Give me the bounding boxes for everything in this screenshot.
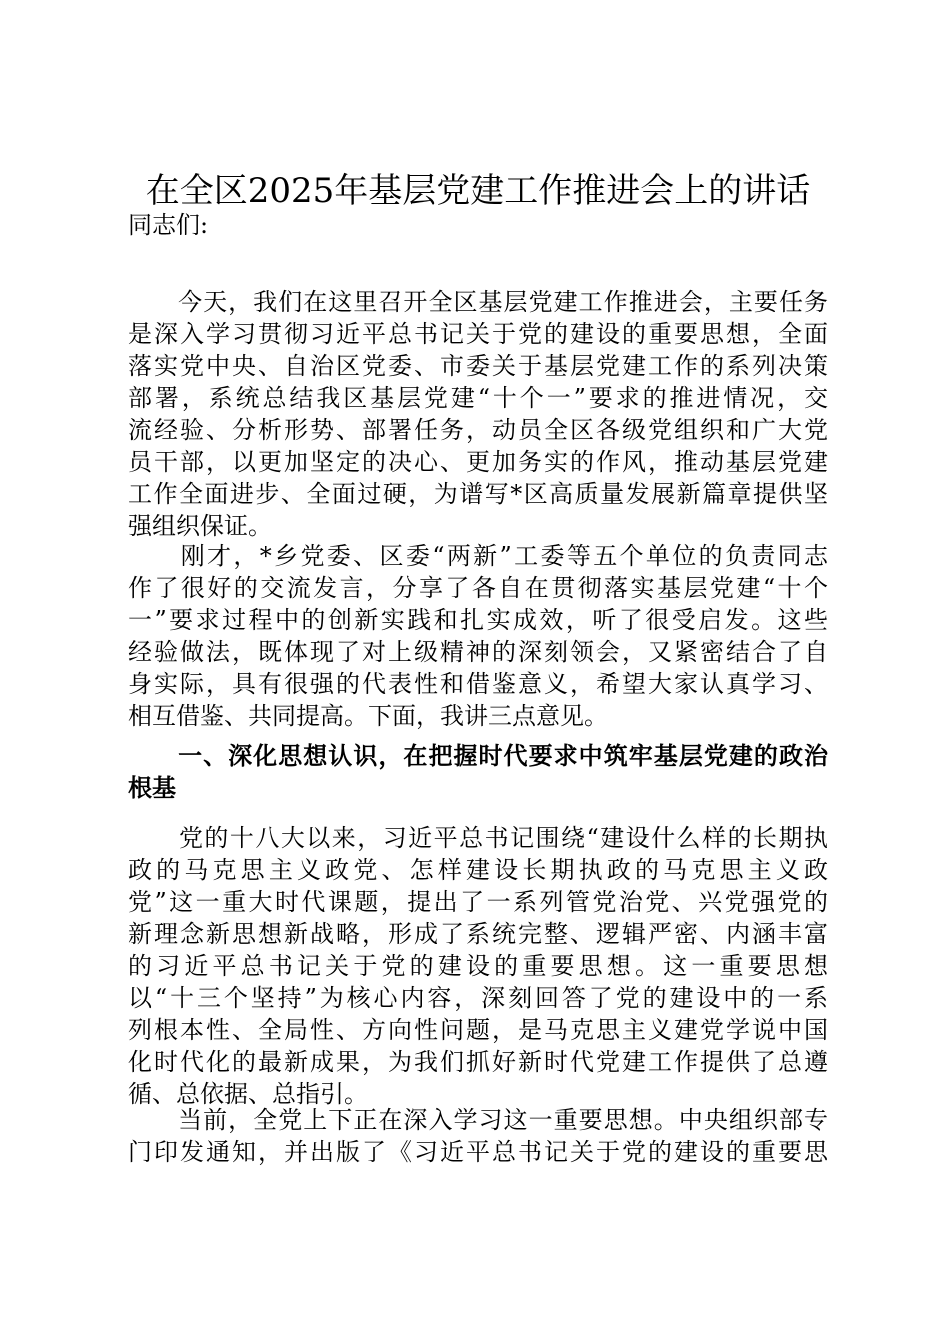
paragraph-line: 经验做法，既体现了对上级精神的深刻领会，又紧密结合了自 bbox=[128, 638, 828, 666]
paragraph-line: 员干部，以更加坚定的决心、更加务实的作风，推动基层党建 bbox=[128, 448, 828, 476]
paragraph-line: 党的十八大以来，习近平总书记围绕“建设什么样的长期执 bbox=[128, 824, 828, 852]
paragraph-line: 一”要求过程中的创新实践和扎实成效，听了很受启发。这些 bbox=[128, 606, 828, 634]
paragraph-line: 作了很好的交流发言，分享了各自在贯彻落实基层党建“十个 bbox=[128, 574, 828, 602]
paragraph-line: 当前，全党上下正在深入学习这一重要思想。中央组织部专 bbox=[128, 1106, 828, 1134]
paragraph-4 bbox=[128, 1104, 828, 1168]
paragraph-line: 列根本性、全局性、方向性问题，是马克思主义建党学说中国 bbox=[128, 1016, 828, 1044]
paragraph-line: 工作全面进步、全面过硬，为谱写*区高质量发展新篇章提供坚 bbox=[128, 480, 828, 508]
paragraph-line: 以“十三个坚持”为核心内容，深刻回答了党的建设中的一系 bbox=[128, 984, 828, 1012]
paragraph-line: 落实党中央、自治区党委、市委关于基层党建工作的系列决策 bbox=[128, 352, 828, 380]
document-title: 在全区2025年基层党建工作推进会上的讲话 bbox=[145, 171, 811, 211]
section-heading-1 bbox=[128, 740, 828, 804]
heading-line: 根基 bbox=[128, 774, 176, 802]
paragraph-line: 身实际，具有很强的代表性和借鉴意义，希望大家认真学习、 bbox=[128, 670, 828, 698]
paragraph-line: 循、总依据、总指引。 bbox=[128, 1080, 368, 1108]
paragraph-line: 的习近平总书记关于党的建设的重要思想。这一重要思想 bbox=[128, 952, 828, 980]
paragraph-line: 强组织保证。 bbox=[128, 512, 272, 540]
paragraph-line: 是深入学习贯彻习近平总书记关于党的建设的重要思想，全面 bbox=[128, 320, 828, 348]
salutation: 同志们: bbox=[128, 211, 209, 239]
paragraph-line: 流经验、分析形势、部署任务，动员全区各级党组织和广大党 bbox=[128, 416, 828, 444]
paragraph-line: 刚才，*乡党委、区委“两新”工委等五个单位的负责同志 bbox=[128, 542, 828, 570]
paragraph-line: 化时代化的最新成果，为我们抓好新时代党建工作提供了总遵 bbox=[128, 1048, 828, 1076]
paragraph-line: 部署，系统总结我区基层党建“十个一”要求的推进情况，交 bbox=[128, 384, 828, 412]
paragraph-line: 今天，我们在这里召开全区基层党建工作推进会，主要任务 bbox=[128, 288, 828, 316]
paragraph-line: 党”这一重大时代课题，提出了一系列管党治党、兴党强党的 bbox=[128, 888, 828, 916]
paragraph-line: 相互借鉴、共同提高。下面，我讲三点意见。 bbox=[128, 702, 608, 730]
paragraph-line: 新理念新思想新战略，形成了系统完整、逻辑严密、内涵丰富 bbox=[128, 920, 828, 948]
paragraph-1 bbox=[128, 286, 828, 542]
paragraph-3 bbox=[128, 822, 828, 1110]
paragraph-line: 门印发通知，并出版了《习近平总书记关于党的建设的重要思 bbox=[128, 1138, 828, 1166]
paragraph-line: 政的马克思主义政党、怎样建设长期执政的马克思主义政 bbox=[128, 856, 828, 884]
paragraph-2 bbox=[128, 540, 828, 732]
heading-line: 一、深化思想认识，在把握时代要求中筑牢基层党建的政治 bbox=[128, 742, 828, 770]
